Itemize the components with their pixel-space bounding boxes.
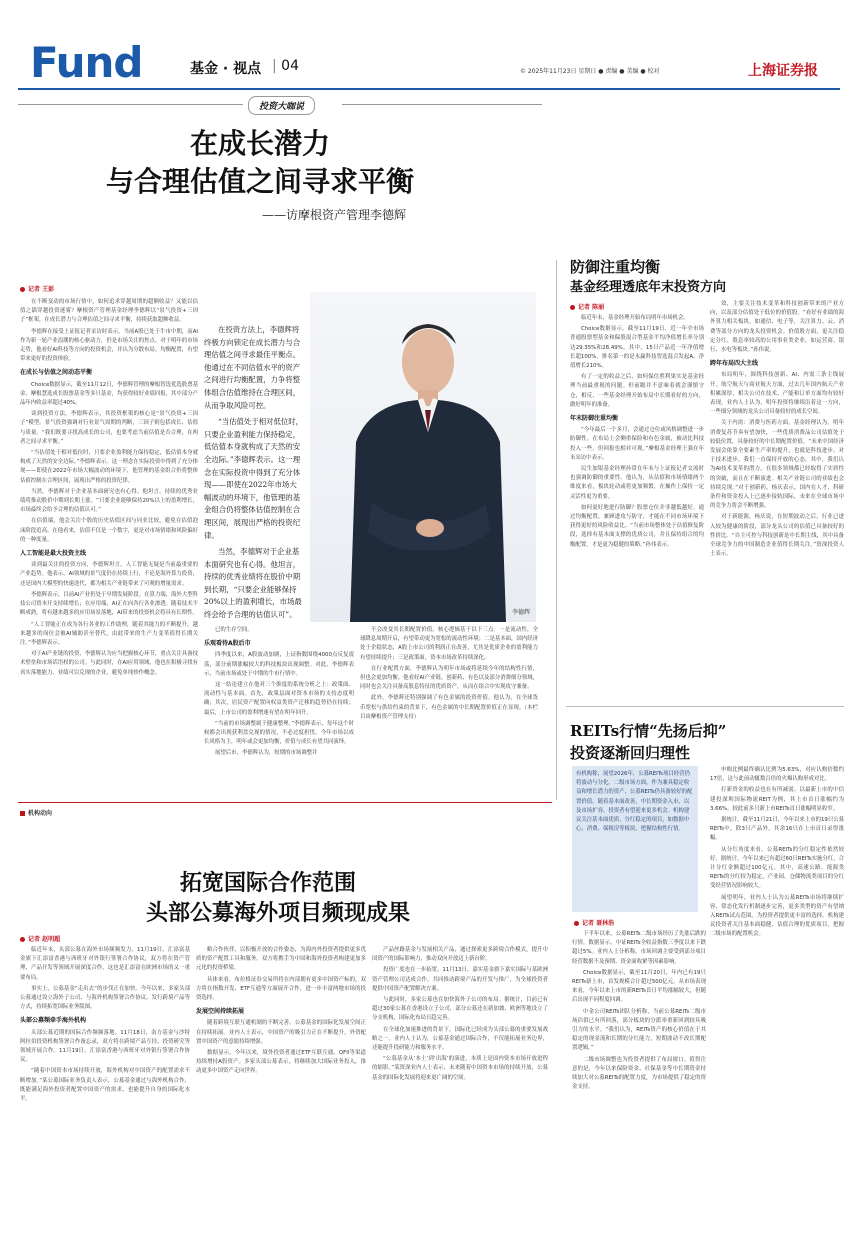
newspaper-name: 上海证券报 (748, 63, 818, 79)
paragraph: 对于AI产业链的投资，李德辉认为应当把握核心环节，重点关注具备技术壁垒和市场话语权的公司。与此同时，在AI应用领域，他也在积极寻找有真实落地能力、业绩可以兑现的企业，避免单纯炒作概念。 (20, 651, 198, 676)
defense-byline (570, 302, 604, 311)
intl-tag-text: 机构动向 (28, 810, 53, 817)
intl-title-line1: 拓宽国际合作范围 (180, 870, 357, 896)
paragraph: 产品丝路基金与发展相关产品，通过探索更多跨境合作模式，提升中国资产的国际影响力，推动双向开放迈上新台阶。 (372, 947, 548, 963)
byline-dot (574, 921, 579, 926)
paragraph: 随着跨境互联互通机制的不断完善，公募基金的国际化发展空间正在持续拓展。业内人士表示，中国资产的吸引力正在不断提升，外资配置中国资产的意愿持续增强。 (196, 1020, 366, 1045)
badge-line (18, 104, 243, 105)
paragraph: “当估值处于相对低位时，只要企业盈利能力保持稳定，低估值本身就构成了天然的安全边际。”李德辉表示。这一理念在实际投资中得到了充分体现——即使在2022年市场大幅波动的环境下，他管理的基金组合仍将整体估值控制在合理区间，展现出严格的投资纪律。 (20, 450, 198, 484)
paragraph: 中金公司REITs团队分析称，当前公募REITs二级市场估值已有所回落，部分板块的分派率重新回到较具吸引力的水平。“我们认为，REITs资产的核心价值在于其稳定的现金流和长期的分红能力，短期波动不改长期配置逻辑。” (572, 1008, 706, 1052)
issue-line: © 2025年11月23日 星期日 ● 责编 ● 美编 ● 校对 (520, 68, 660, 75)
paragraph: 具体来看，布拉格证券交易所将在内部拥有更多中国资产标的，双方将在指数开发、ETF互通等方面展开合作，进一步丰富两地市场的投资选择。 (196, 976, 366, 1002)
paragraph: 展望明年，业内人士认为公募REITs市场将继续扩容，常态化发行机制逐步完善，更多类型的资产有望纳入REITs试点范围，为投资者提供更丰富的选择。机构建议投资者关注基本面稳健、估值合理的优质项目，把握二级市场的配置机会。 (710, 894, 844, 938)
paragraph: 四季度以来，A股波动加剧，上证指数围绕4000点反复震荡，部分前期涨幅较大的科技板块出现调整。对此，李德辉表示，当前市场或处于中期的牛市行情中。 (204, 652, 354, 677)
pullquote-paragraph: 当然，李德辉对于企业基本面研究也有心得。他坦言，持续的优秀业绩将在股价中期到长期，“只要企业能够保持20%以上的盈利增长，市场最终会给予合理的估值认可”。 (204, 547, 302, 620)
vertical-divider (556, 260, 557, 800)
paragraph: 在行业配置方面，李德辉认为明年市场或将延续今年的结构性行情，但也会更加均衡。他看好AI产业链、创新药、有色以及部分消费细分领域，同时也会关注具备高股息特征的优质资产，从而在组合中实现攻守兼备。 (360, 665, 538, 691)
paragraph: 在估值端，他会关注个股的历史估值区间与同业比较，避免在估值泡沫阶段追高。在他看来，估值不仅是一个数字，更是对市场情绪和风险偏好的一种度量。 (20, 518, 198, 543)
paragraph: 这一结论建立在他对三个维度的系统分析之上：政策面、流动性与基本面。首先，政策层面对资本市场的支持态度明确；其次，居民资产配置向权益类资产迁移的趋势仍在持续；最后，上市公司的盈利增速有望在明年回升。 (204, 682, 354, 716)
intl-col2 (196, 946, 366, 1236)
paragraph: 关于内需：消费与医药方面，基金经理认为，明年消费复苏节奏有望加快，一些优质消费品公司估值处于较低位置，具备较好的中长期配置价值。“未来中国经济发展会依靠全要素生产率的提升，也就是科技进步。对于技术进步，我们一直保持开放的心态。其中，我们认为AI技术变革的潜力，在很多领域都已经取得了实质性的突破，而且在不断演进。相关产业链公司的业绩也会持续兑现。”对于创新药，杨庆表示，国内在人才、科研条件和资金投入上已逐步接轨国际，未来在全球市场中的竞争力将会不断增强。 (710, 420, 844, 510)
byline-dot (570, 305, 575, 310)
paragraph: 据统计，截至11月21日，今年以来上市的19只公募REITs中，除3只产品外，其余16只在上市首日录得涨幅。 (710, 817, 844, 842)
column-badge: 投资大咖说 (248, 96, 315, 115)
intl-byline (20, 934, 60, 943)
byline-dot (20, 287, 25, 292)
paragraph: 谈到投资方法，李德辉表示，其投资框架的核心是“景气投资+三因子”模型。景气投资强调对行业景气周期的判断，三因子则包括成长、估值与质量。“我们既要寻找高成长的公司，也要考虑当前估值是否合理，在两者之间寻求平衡。” (20, 411, 198, 445)
paragraph: 事实上，公募基金“走出去”的步伐正在加快。今年以来，多家头部公募通过设立海外子公司、与海外机构签署合作协议、发行跨境产品等方式，持续拓宽国际业务版图。 (20, 985, 190, 1011)
paragraph: 略合作伙伴，以积极开放的合作姿态，为海内外投资者提供更多优质的资产配置工具和服务。双方将携手为中国和海外投资者构建更加多元化的投资桥梁。 (196, 947, 366, 972)
defense-title-line1: 防御注重均衡 (570, 258, 661, 276)
interviewee-photo (310, 292, 536, 622)
paragraph: 对于新能源，杨庆说，在短期波动之后，行业已进入较为健康的阶段，部分龙头公司的估值已具备较好的性价比。“自主可控与科技创新是中长期主线，其中具备全球竞争力的中国制造企业值得长期关注。”资深投资人士表示。 (710, 514, 844, 558)
paragraph: 在不断变动的市场行情中，如何追求穿越周期的超额收益？又能以估值之锚穿越投资迷雾？摩根资产管理基金经理李德辉以“景气投资+三因子”框架，在成长潜力与合理估值之间寻求平衡，持续获取超额收益。 (20, 299, 198, 324)
paragraph: 已的生存空间。 (215, 627, 253, 633)
header-rule (18, 88, 840, 90)
paragraph: 临近年末，头部公募在海外市场频频发力。11月19日，汇添富基金旗下汇添富香港与西班牙对外银行签署合作协议，双方将在资产管理、产品开发等领域开展深度合作，这也是汇添富在欧洲市场的又一重要布局。 (20, 947, 190, 981)
photo-caption: 李德辉 (511, 609, 530, 616)
paragraph: “今年最后一个多月，会通过仓位或风格调整进一步防御性。在布局上会侧重保险和有色金属，被动比科技投入一些，但回报也相对可观。”摩根基金经理王强在年末采访中表示。 (570, 427, 704, 461)
intl-byline-text: 记者 赵明超 (28, 936, 61, 943)
reits-col2 (710, 766, 844, 1236)
defense-title-line2: 基金经理透底年末投资方向 (570, 280, 727, 295)
reits-col1 (572, 930, 706, 1236)
tag-square (20, 811, 25, 816)
paragraph: “公募基金从‘本土’到‘出海’的演进，本质上是国内资本市场开放进程的缩影。”某资深业内人士表示，未来随着中国资本市场的持续开放，公募基金的国际化发展将迎来更广阔的空间。 (372, 1056, 548, 1081)
subhead: 年末防御注重均衡 (570, 415, 619, 423)
intl-col1 (20, 946, 190, 1236)
paragraph: 展望后市，李德辉认为，短期的市场调整并 (215, 750, 318, 757)
subhead: 在成长与估值之间动态平衡 (20, 369, 93, 377)
paragraph: Choice数据显示，截至11月19日，近一年全市场普通股票型基金和偏股混合型基金平均净值增长率分别达29.35%和28.49%。其中，15只产品近一年净值增长超100%，排名第一的是永赢科技智选混合发起A，净值增长210%。 (570, 326, 704, 370)
subhead: 发展空间持续拓展 (196, 1008, 245, 1016)
paragraph: 从分红角度来看，公募REITs的分红稳定性依然较好。据统计，今年以来已有超过60只REITs实施分红，合计分红金额超过100亿元。其中，高速公路、能源类REITs的分红较为稳定，产业园、仓储物流类项目的分红受经营情况影响较大。 (710, 846, 844, 890)
intl-col3 (372, 946, 548, 1236)
paragraph: 下半年以来，公募REITs二级市场经历了先涨后跌的行情。数据显示，中证REITs全收益指数三季度以来下跌超过5%。业内人士分析称，市场回调主要受到部分项目经营数据不及预期、资金面收紧等因素影响。 (572, 931, 706, 965)
page-number-value: 04 (281, 58, 299, 74)
paragraph: 打新资金的收益也在有所减弱。以最新上市的中信建投深圳国际物流REIT为例，其上市首日涨幅约为3.66%，较此前多只新上市REITs首日涨幅明显收窄。 (710, 787, 844, 812)
person-silhouette (310, 292, 536, 622)
paragraph: 如何更好地进行防御？股票仓位并非越低越好。通过均衡配置，兼顾进攻与防守，才能在不同市场环境下获得更好的风险收益比。“当前市场整体处于估值修复阶段，选择有基本面支撑的优质公司，并且保持组合的均衡配置，才是更为稳健的策略。”孙伟表示。 (570, 504, 704, 548)
byline-dot (20, 937, 25, 942)
paragraph: 布局明年，围绕科技创新、AI、内需三条主线展开。航空航天与商业航天方面，过去几年国内航天产业积累深厚，相关公司在技术、产能和订单方面均有较好表现。业内人士认为，明年投资将继续沿着这一方向，一些细分领域的龙头公司具备较好的成长空间。 (710, 372, 844, 416)
intl-title-line2: 头部公募海外项目频现成果 (146, 900, 411, 926)
defense-bottom-rule (566, 706, 844, 707)
main-col1 (20, 298, 198, 680)
page-number: | 04 (272, 58, 299, 74)
subhead: 跨年布局四大主线 (710, 360, 759, 368)
paragraph: 不会改变其长期配置价值，核心逻辑基于以下三点：一是流动性，全球降息周期开启，有望带动更为宽松的流动性环境；二是基本面，国内经济处于企稳状态，A股上市公司的利润正在改善，尤其是优质企业的盈利能力有望持续提升；三是政策面，资本市场改革持续深化。 (360, 627, 538, 661)
reits-byline-text: 记者 聂林浩 (582, 920, 615, 927)
defense-col1 (570, 314, 704, 694)
paragraph: 申购比例最终确认比例为5.63%，对应认购倍数约17倍，这与此前动辄数百倍的火爆认购形成对比。 (710, 767, 844, 783)
badge-line-right (342, 104, 542, 105)
main-col3 (360, 626, 538, 794)
masthead-logo: Fund (30, 38, 143, 87)
paragraph: 有了一定的收益之后，如何保住胜利果实是基金经理当前最重视的问题。但前瞻并不意味着就会谨慎守仓，相反，一些基金经理开始布局中长期看好的方向，做好明年的准备。 (570, 374, 704, 408)
paragraph: 在全球化加速推进的背景下，国际化已经成为头部公募的重要发展战略之一。业内人士认为，公募基金通过国际合作，不仅能拓展业务边界，还能提升投研能力和服务水平。 (372, 1026, 548, 1052)
subhead: 头部公募频牵手海外机构 (20, 1017, 87, 1025)
section-title: 基金 · 视点 (190, 61, 262, 77)
paragraph: “人工智能正在成为各行各业的工作助理，随着其能力的不断提升，越来越多的岗位会被AI辅助甚至替代，由此带来的生产力变革值得长期关注。”李德辉表示。 (20, 621, 198, 646)
subhead: 乐观看待A股后市 (204, 640, 251, 648)
main-byline (20, 284, 54, 293)
reits-title-line2: 投资逐渐回归理性 (570, 744, 691, 762)
paragraph: 谈到最关注的投资方向，李德辉坦言，人工智能无疑是当前最重要的产业趋势。他表示，AI领域的景气度仍在持续上行，不论是海外算力投资，还是国内大模型的快速迭代，都为相关产业链带来了可观的增量需求。 (20, 562, 198, 587)
main-title-line2: 与合理估值之间寻求平衡 (106, 165, 415, 198)
defense-byline-text: 记者 陈丽 (578, 304, 605, 311)
paragraph: “随着中国资本市场持续开放，海外机构对中国资产的配置需求不断增加。”某公募国际业务负责人表示，公募基金通过与海外机构合作，既能满足海外投资者配置中国资产的需求，也能提升自身的国际化水平。 (20, 1068, 190, 1103)
main-title-line1: 在成长潜力 (190, 127, 331, 160)
paragraph: 临近年末，基金经理开始布局明年市场机会。 (581, 315, 689, 321)
pullquote-paragraph: “当估值处于相对低位时，只要企业盈利能力保持稳定，低估值本身就构成了天然的安全边际。”李德辉表示。这一理念在实际投资中得到了充分体现——即使在2022年市场大幅波动的环境下，他管理的基金组合仍将整体估值控制在合理区间，展现出严格的投资纪律。 (204, 417, 304, 540)
main-col2 (204, 626, 354, 794)
reits-summary: 有机构称，展望2026年，公募REITs项目经营仍将波动与分化。二级市场方面，作为兼具稳定收益和增长潜力的资产，公募REITs仍具备较好的配置价值。随着基本面改善，中长期资金入市，以及市场扩容，投资者有望迎来更多机会。机构建议关注基本面优质、分红稳定的项目，如数据中心、消费、保租房等板块，把握结构性行情。 (572, 766, 698, 912)
reits-title-line1: REITs行情“先扬后抑” (570, 722, 727, 740)
subhead: 人工智能是最大投资主线 (20, 550, 87, 558)
paragraph: 数据显示，今年以来，境外投资者通过ETF互联互通、QFII等渠道持续增持A股资产。多家头部公募表示，将继续加大国际业务投入，推动更多中国资产走向世界。 (196, 1050, 366, 1075)
reits-byline (574, 918, 614, 927)
paragraph: “当前的市场调整属于健康整理。”李德辉表示，每年这个时候都会出现获利盘兑现的情况，不必过度担忧。今年市场以成长风格为主，明年或会更加均衡，价值与成长有望共同演绎。 (204, 720, 354, 746)
paragraph: 此外，李德辉还特别强调了有色金属的投资价值。他认为，在全球货币宽松与供给约束的背景下，有色金属的中长期配置价值正在显现。（本栏目由摩根资产管理支持） (360, 695, 538, 720)
paragraph: 二级市场调整也为投资者提供了布局窗口。值得注意的是，今年以来保险资金、社保基金等中长期资金持续加大对公募REITs的配置力度，为市场提供了稳定的资金支持。 (572, 1056, 706, 1091)
main-subtitle: ——访摩根资产管理李德辉 (262, 208, 407, 222)
paragraph: 李德辉在接受上证报记者采访时表示，当前A股已处于牛市中期，而AI作为新一轮产业浪潮的核心驱动力，仍是市场关注的焦点。对于明年的市场走势，他看好AI科技等方向的投资机会，并认为分散布局、均衡配置，有望带来更好的投资体验。 (20, 328, 198, 363)
paragraph: 当然，李德辉对于企业基本面研究也有心得。他坦言，持续的优秀业绩将推动股价中期到长期上涨。“只要企业能够保持20%以上的盈利增长，市场最终会给予合理的估值认可。” (20, 488, 198, 514)
paragraph: 效，主要关注技术变革和科技创新带来的产业方向，以及部分估值处于低位的价值股。“看好有业绩的海外算力相关板块，如通信、电子等，关注算力、云、消费等部分方向的龙头投资机会。价值股方面，更关注稳定分红、股息率较高的公用事业类企业，如运营商、银行、水电等板块。”孙伟说。 (710, 301, 844, 354)
main-pullquote (204, 324, 304, 624)
paragraph: 头部公募近期的国际合作频频落地。11月18日，南方基金与沙特阿拉伯投资机构签署合作备忘录，双方将在跨境产品互挂、投资研究等领域开展合作。11月19日，汇添富香港与西班牙对外银行签署合作协议。 (20, 1029, 190, 1064)
main-byline-text: 记者 王彭 (28, 286, 55, 293)
defense-col2 (710, 300, 844, 694)
paragraph: Choice数据显示，截至11月12日，李德辉管理的摩根智选优选股票基金、摩根慧选成长股票基金等多只基金，均获得较好业绩回报，其中部分产品年内收益率超过40%。 (20, 381, 198, 407)
paragraph: Choice数据显示，截至11月20日，年内已有19只REITs新上市，首发规模合计超过500亿元。从市场表现来看，今年以来上市的新REITs首日平均涨幅较大，但随后出现不同程度回调。 (572, 969, 706, 1004)
intl-section-tag (20, 808, 52, 817)
pullquote-paragraph: 在投资方法上，李德辉将终极方向锁定在成长潜力与合理估值之间寻求最佳平衡点。他通过在不同估值水平的资产之间进行均衡配置，力争将整体组合估值维持在合理区间，从而争取风险可控。 (204, 325, 301, 410)
paragraph: 与此同时，多家公募也在加快海外子公司的布局。据统计，目前已有超过30家公募在香港设立子公司，部分公募还在新加坡、欧洲等地设立了分支机构，国际化布局日趋完善。 (372, 997, 548, 1022)
intl-top-rule (18, 802, 552, 803)
paragraph: 民生加银基金经理孙常在年末与上证报记者交流时也强调防御的重要性。他认为，从估值和市场情绪两个维度来看，板块轮动或将更加频繁，在操作上保持一定灵活性更为重要。 (570, 466, 704, 500)
paragraph: 投资广度也在一步拓宽。11月13日，嘉实基金旗下嘉实国际与某欧洲资产管理公司达成合作，共同推动跨境产品的开发与推广，为全球投资者提供中国资产配置解决方案。 (372, 967, 548, 992)
paragraph: 李德辉表示，目前AI产业仍处于早期发展阶段。在算力端，海外大型科技公司资本开支持续增长；在应用端，AI正在向各行各业渗透。随着技术不断成熟，将有越来越多的应用场景落地，AI带来的投资机会将具有长期性。 (20, 591, 198, 617)
